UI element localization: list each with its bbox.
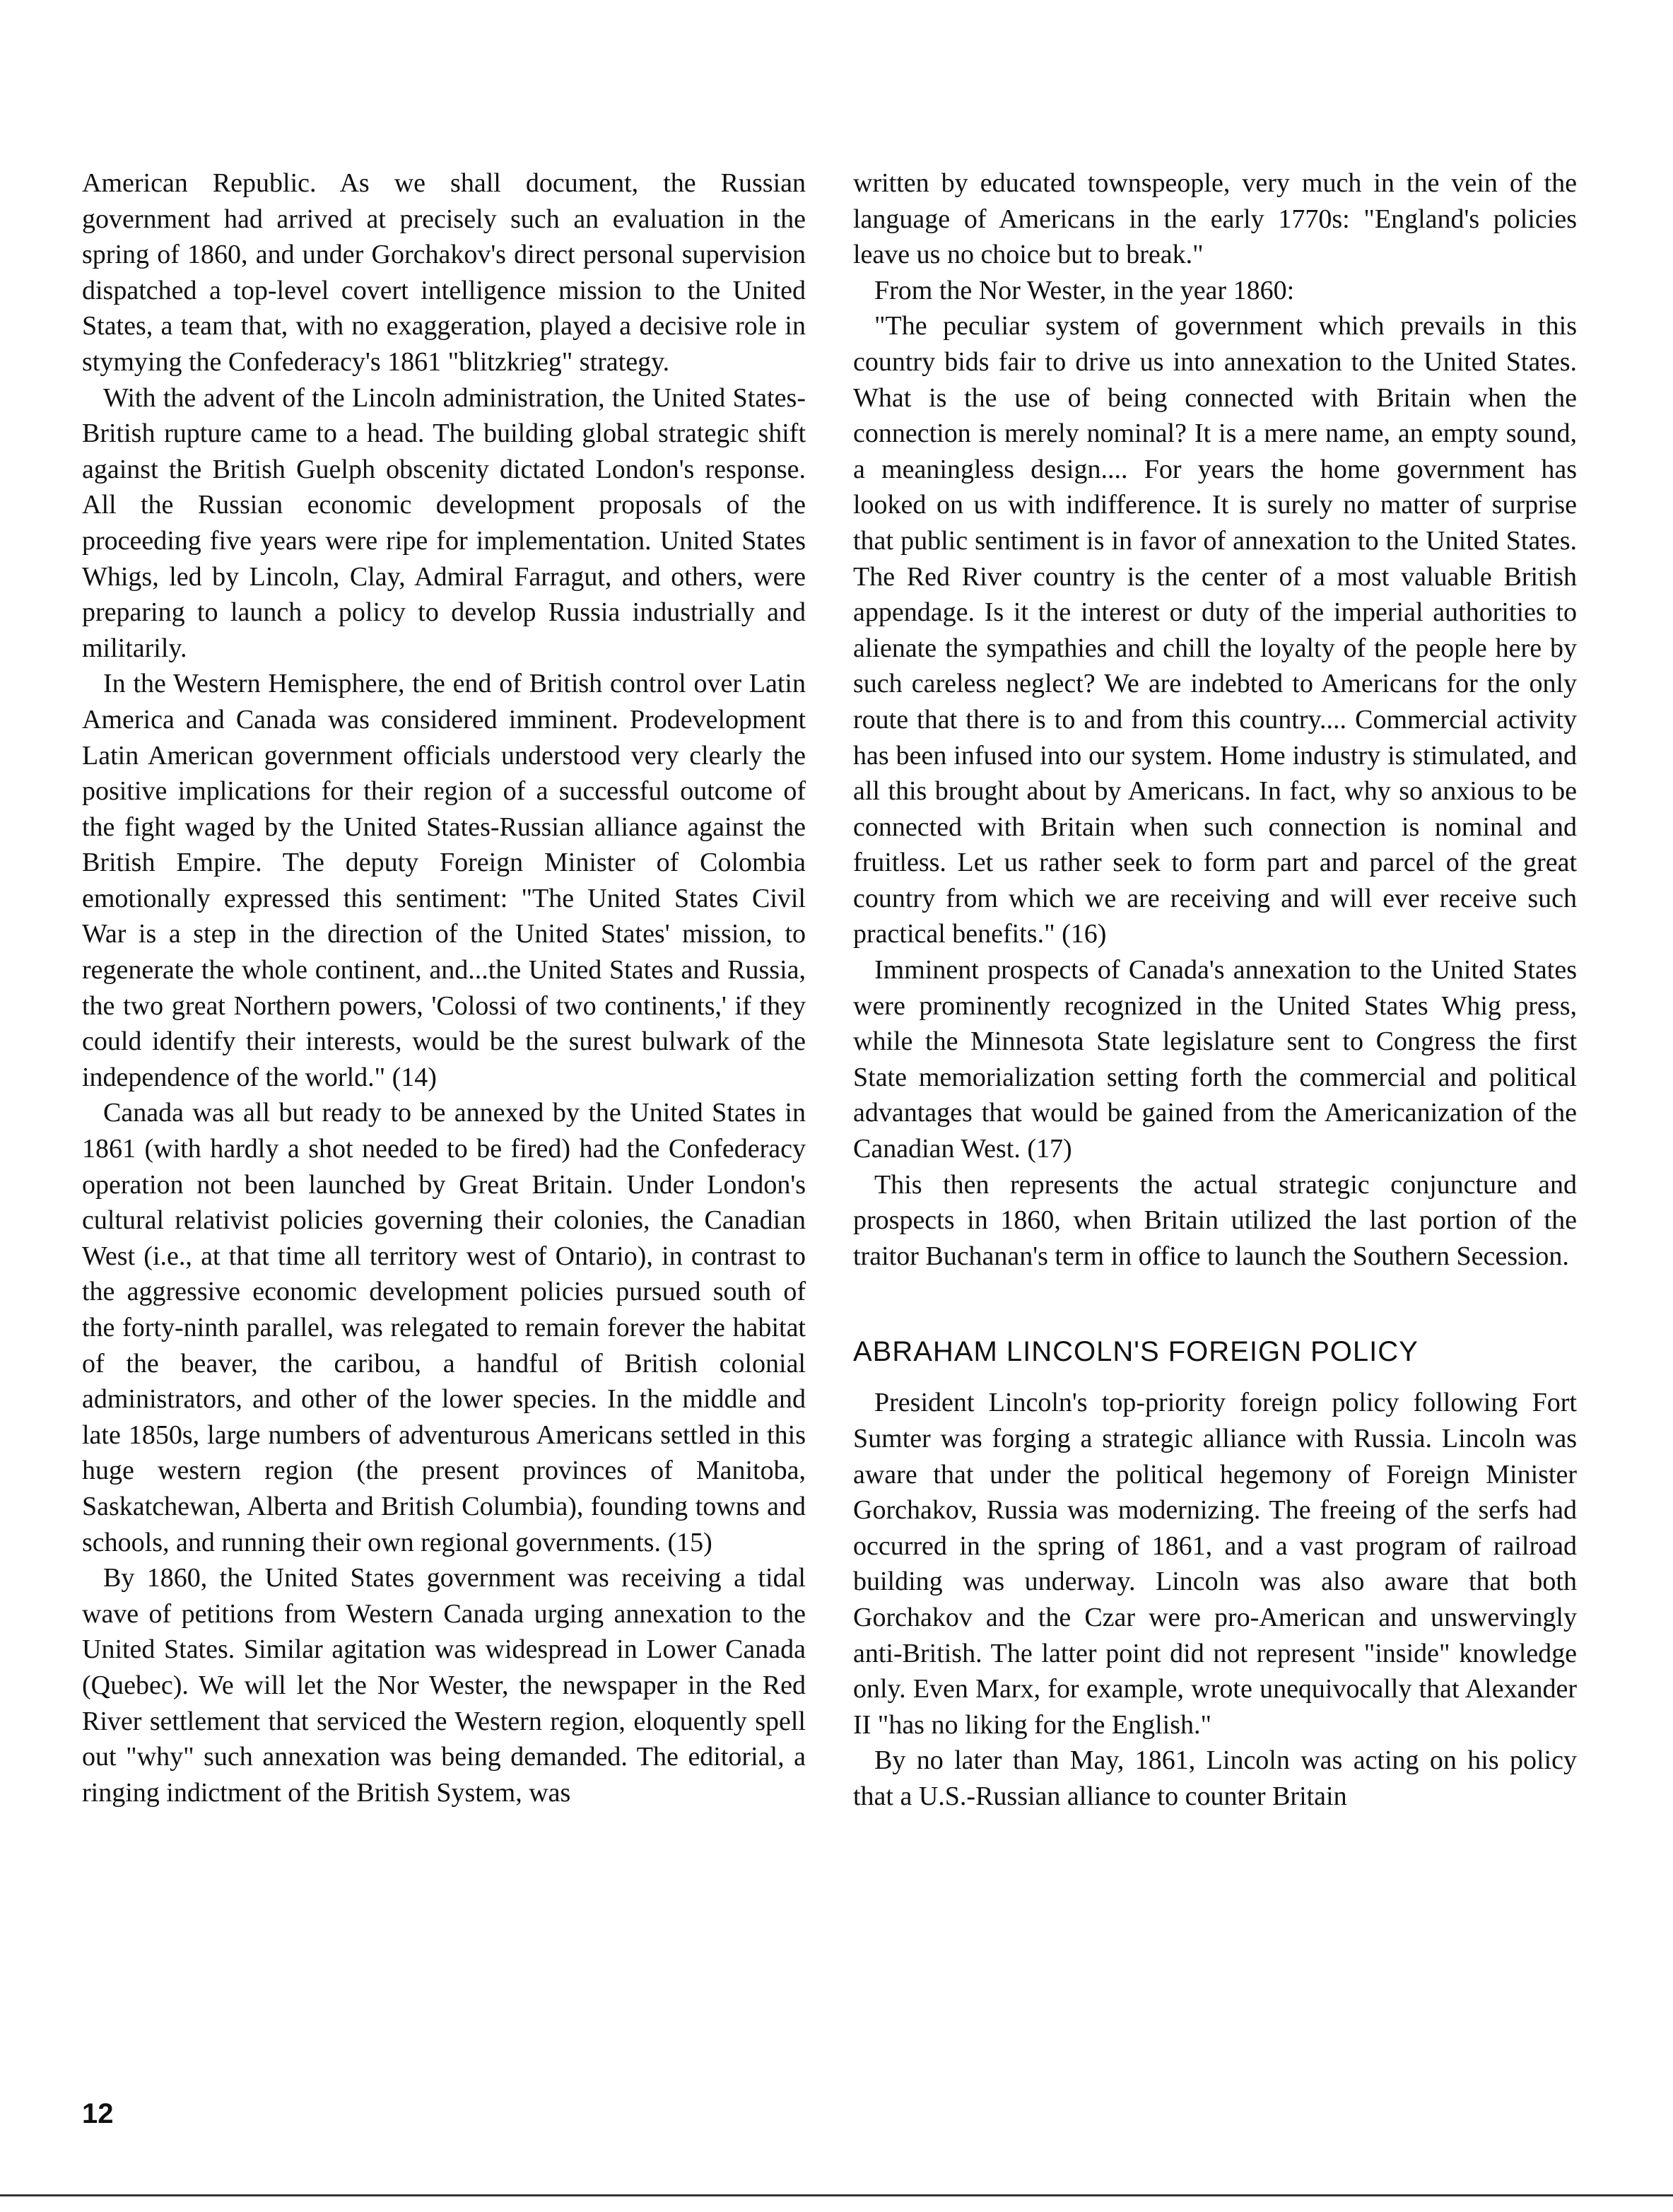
section-heading: ABRAHAM LINCOLN'S FOREIGN POLICY: [853, 1336, 1419, 1368]
quoted-paragraph: "The peculiar system of government which prevails in this country bids fair to drive us into annexation to the United States. What is the use of being connected with Britain when the connection is merely nominal? It is a mere name, an empty sound, a meaningless design.... For years the home government has looked on us with indifference. It is surely no matter of surprise that public sentiment is in favor of annexation to the United States. The Red River country is the center of a most valuable British appendage. Is it the interest or duty of the imperial authorities to alienate the sympathies and chill the loyalty of the people here by such careless neglect? We are indebted to Americans for the only route that there is to and from this country.... Commercial activity has been infused into our system. Home industry is stimulated, and all this brought about by Americans. In fact, why so anxious to be connected with Britain when such connection is nominal and fruitless. Let us rather seek to form part and parcel of the great country from which we are receiving and will ever receive such practical benefits." (16): [853, 311, 1577, 949]
page-number: 12: [82, 2098, 114, 2129]
paragraph: written by educated townspeople, very much in the vein of the language of Americans in the early 1770s: "England's policies leave us no choice but to break.": [853, 168, 1577, 270]
paragraph: With the advent of the Lincoln administration, the United States-British rupture came to a head. The building global strategic shift against the British Guelph obscenity dictated London's response. All the Russian economic development proposals of the proceeding five years were ripe for implementation. United States Whigs, led by Lincoln, Clay, Admiral Farragut, and others, were preparing to launch a policy to develop Russia industrially and militarily.: [82, 382, 806, 663]
bottom-rule: [0, 2194, 1673, 2196]
paragraph: American Republic. As we shall document, the Russian government had arrived at precisely such an evaluation in the spring of 1860, and under Gorchakov's direct personal supervision dispatched a top-level covert intelligence mission to the United States, a team that, with no exaggeration, played a decisive role in stymying the Confederacy's 1861 "blitzkrieg" strategy.: [82, 168, 806, 377]
right-column: [853, 165, 1577, 1815]
paragraph: Imminent prospects of Canada's annexation to the United States were prominently recognized in the United States Whig press, while the Minnesota State legislature sent to Congress the first State memorialization setting forth the commercial and political advantages that would be gained from the Americanization of the Canadian West. (17): [853, 955, 1577, 1164]
paragraph: In the Western Hemisphere, the end of British control over Latin America and Canada was considered imminent. Prodevelopment Latin American government officials understood very clearly the positive implications for their region of a successful outcome of the fight waged by the United States-Russian alliance against the British Empire. The deputy Foreign Minister of Colombia emotionally expressed this sentiment: "The United States Civil War is a step in the direction of the United States' mission, to regenerate the whole continent, and...the United States and Russia, the two great Northern powers, 'Colossi of two continents,' if they could identify their interests, would be the surest bulwark of the independence of the world." (14): [82, 669, 806, 1092]
paragraph: President Lincoln's top-priority foreign policy following Fort Sumter was forging a strategic alliance with Russia. Lincoln was aware that under the political hegemony of Foreign Minister Gorchakov, Russia was modernizing. The freeing of the serfs had occurred in the spring of 1861, and a vast program of railroad building was underway. Lincoln was also aware that both Gorchakov and the Czar were pro-American and unswervingly anti-British. The latter point did not represent "inside" knowledge only. Even Marx, for example, wrote unequivocally that Alexander II "has no liking for the English.": [853, 1388, 1577, 1740]
paragraph: This then represents the actual strategic conjuncture and prospects in 1860, when Britain utilized the last portion of the traitor Buchanan's term in office to launch the Southern Secession.: [853, 1169, 1577, 1271]
paragraph: By 1860, the United States government was receiving a tidal wave of petitions from Western Canada urging annexation to the United States. Similar agitation was widespread in Lower Canada (Quebec). We will let the Nor Wester, the newspaper in the Red River settlement that serviced the Western region, eloquently spell out "why" such annexation was being demanded. The editorial, a ringing indictment of the British System, was: [82, 1563, 806, 1808]
left-column: [82, 165, 806, 1810]
paragraph: From the Nor Wester, in the year 1860:: [874, 275, 1295, 305]
paragraph: By no later than May, 1861, Lincoln was acting on his policy that a U.S.-Russian alliance to counter Britain: [853, 1745, 1577, 1811]
paragraph: Canada was all but ready to be annexed by the United States in 1861 (with hardly a shot needed to be fired) had the Confederacy operation not been launched by Great Britain. Under London's cultural relativist policies governing their colonies, the Canadian West (i.e., at that time all territory west of Ontario), in contrast to the aggressive economic development policies pursued south of the forty-ninth parallel, was relegated to remain forever the habitat of the beaver, the caribou, a handful of British colonial administrators, and other of the lower species. In the middle and late 1850s, large numbers of adventurous Americans settled in this huge western region (the present provinces of Manitoba, Saskatchewan, Alberta and British Columbia), founding towns and schools, and running their own regional governments. (15): [82, 1098, 806, 1557]
